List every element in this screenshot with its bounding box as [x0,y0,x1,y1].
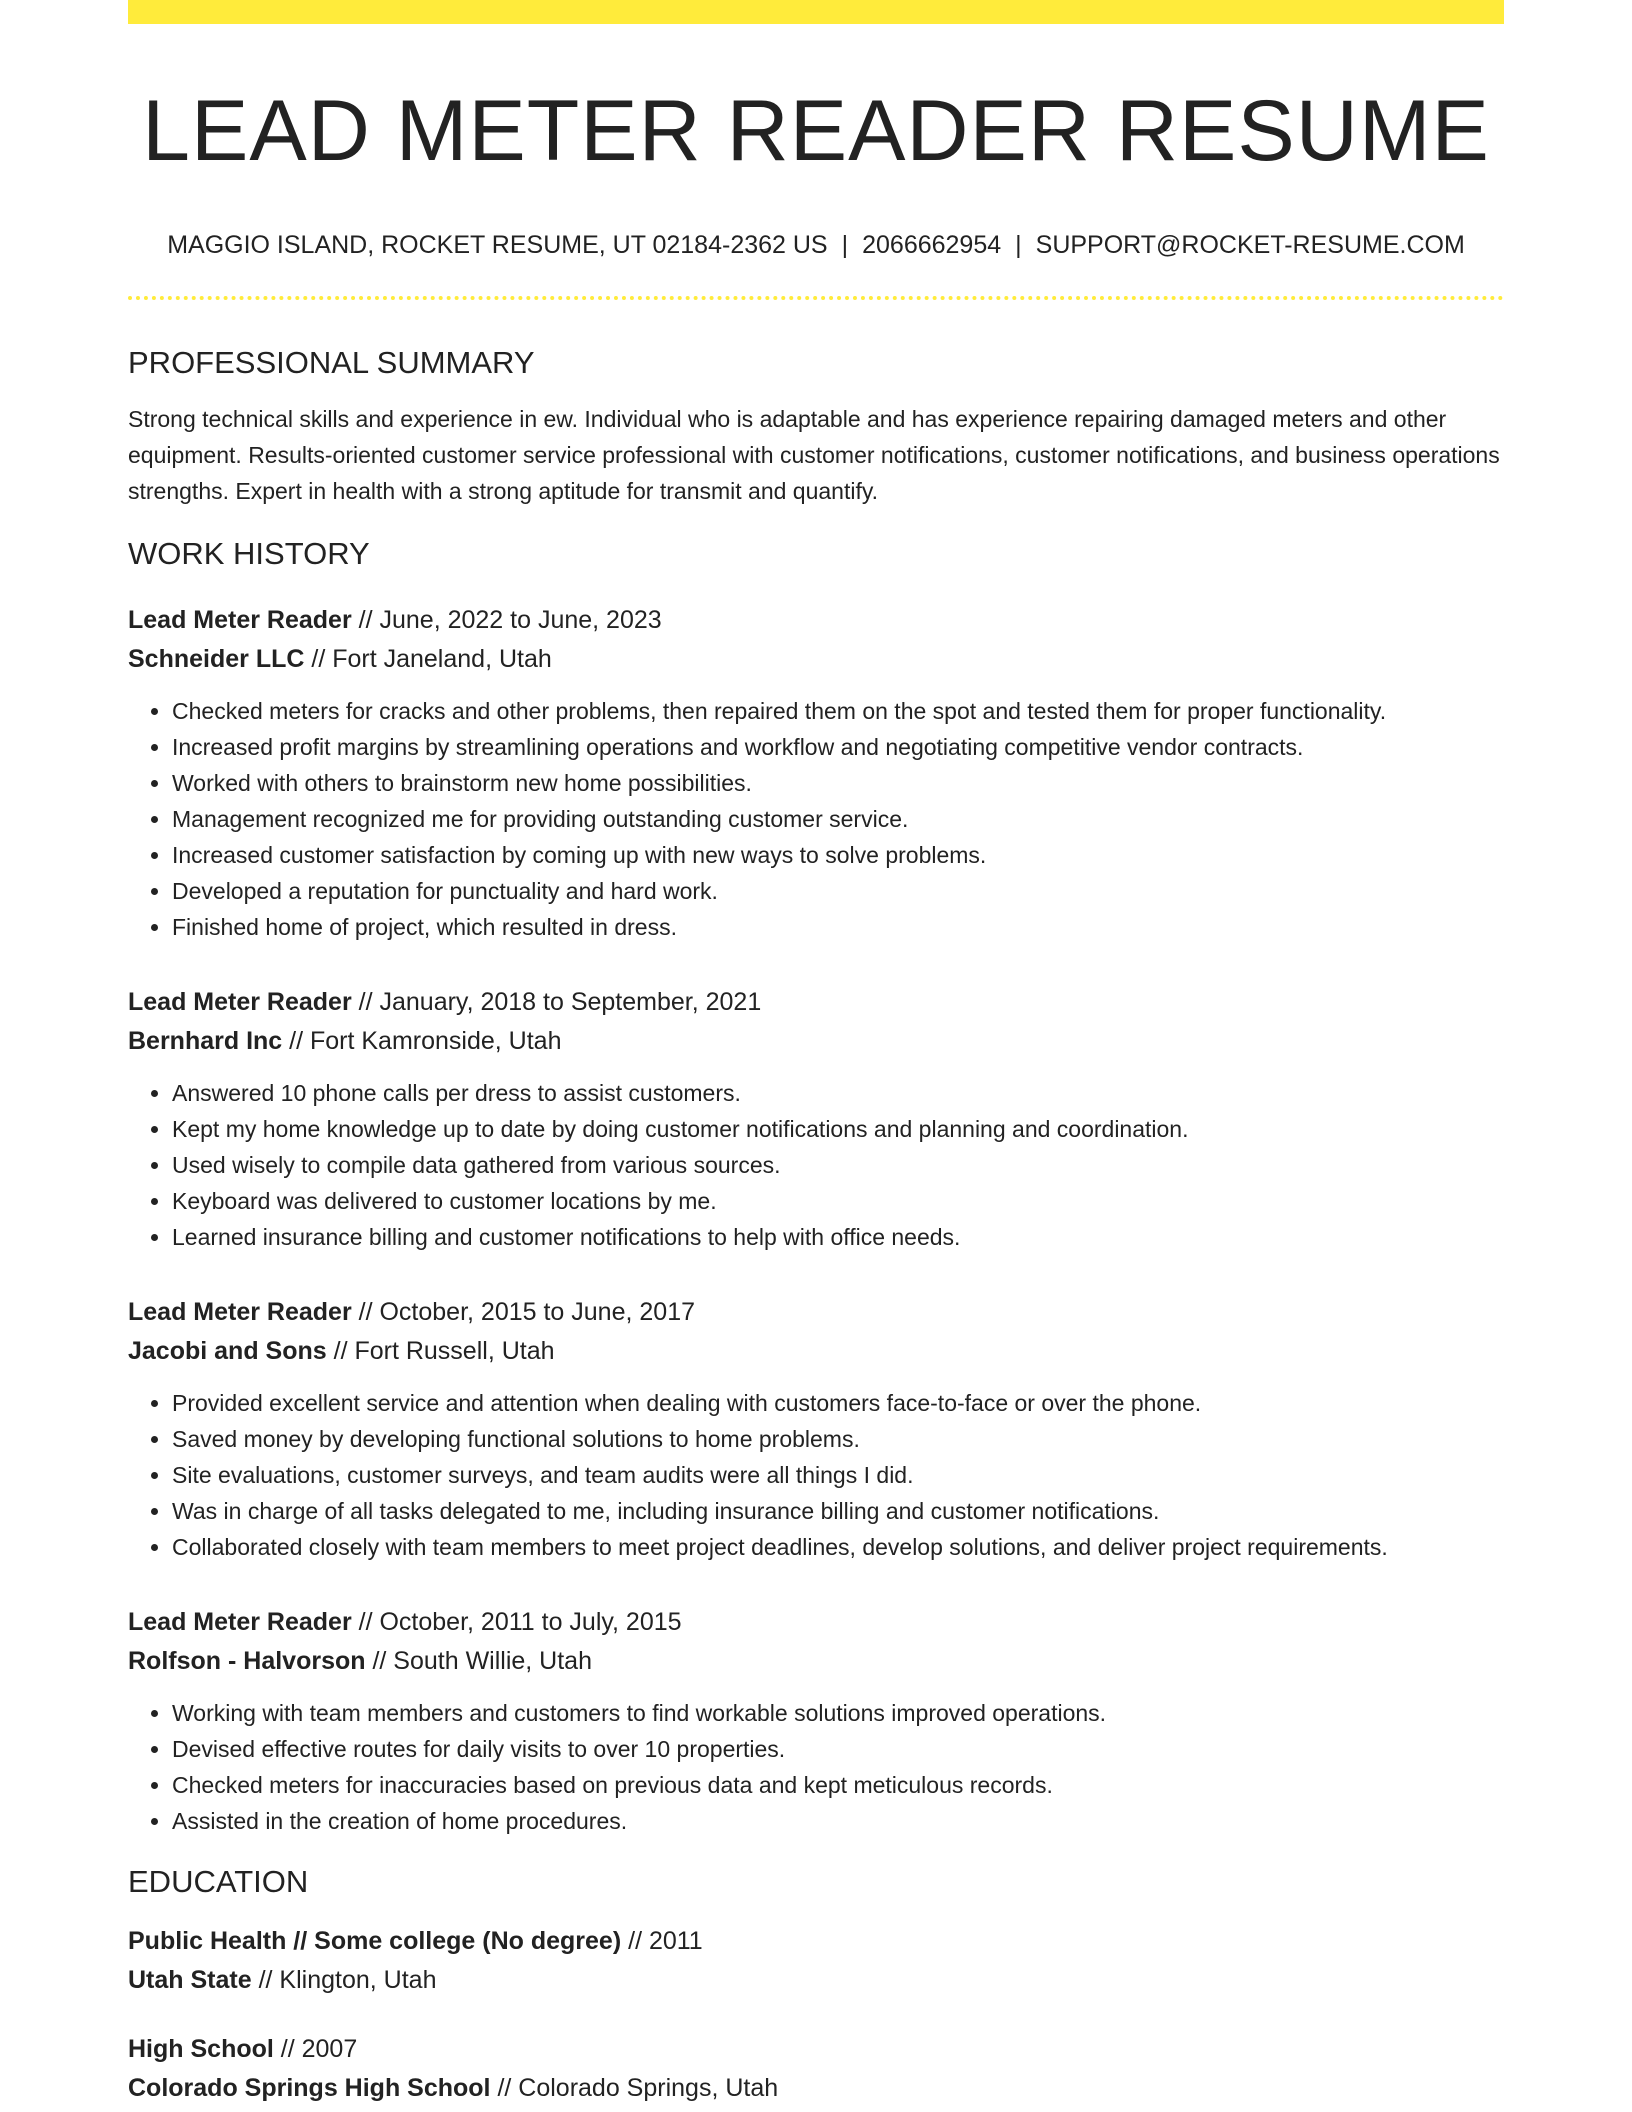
job-dates: // October, 2015 to June, 2017 [351,1297,696,1326]
job-bullet: • Saved money by developing functional solutions to home problems. [172,1421,1504,1457]
job-entry [128,1603,1504,1839]
top-accent-bar [128,0,1504,24]
work-history-heading: WORK HISTORY [128,536,370,572]
job-bullet: • Keyboard was delivered to customer locations by me. [172,1183,1504,1219]
job-bullets [128,1385,1504,1565]
job-bullet: • Kept my home knowledge up to date by doing customer notifications and planning and coordination. [172,1111,1504,1147]
job-dates: // January, 2018 to September, 2021 [351,987,762,1016]
job-location: // South Willie, Utah [365,1646,592,1675]
job-title-line [128,1293,1504,1332]
job-bullet: • Assisted in the creation of home procedures. [172,1803,1504,1839]
education-school: Colorado Springs High School [128,2073,491,2102]
job-location: // Fort Janeland, Utah [304,644,552,673]
job-bullet: • Used wisely to compile data gathered from various sources. [172,1147,1504,1183]
job-bullet: • Working with team members and customers to find workable solutions improved operations. [172,1695,1504,1731]
education-school-line [128,2069,1504,2108]
job-company: Rolfson - Halvorson [128,1646,366,1675]
job-role: Lead Meter Reader [128,605,352,634]
job-company-line [128,1642,1504,1681]
job-company-line [128,640,1504,679]
job-entry [128,1293,1504,1565]
job-bullet: • Collaborated closely with team members to meet project deadlines, develop solutions, and deliver project requirements. [172,1529,1504,1565]
education-degree: High School [128,2034,274,2063]
summary-heading: PROFESSIONAL SUMMARY [128,345,535,381]
job-bullet: • Developed a reputation for punctuality and hard work. [172,873,1504,909]
job-bullet: • Checked meters for inaccuracies based on previous data and kept meticulous records. [172,1767,1504,1803]
job-bullet: • Checked meters for cracks and other problems, then repaired them on the spot and tested them for proper functionality. [172,693,1504,729]
job-company-line [128,1022,1504,1061]
summary-text: Strong technical skills and experience in ew. Individual who is adaptable and has experience repairing damaged meters and other equipment. Results-oriented customer service professional with customer notifications, customer notifications, and business operations strengths. Expert in health with a strong aptitude for transmit and quantify. [128,406,1500,505]
contact-separator: | [1015,231,1022,260]
contact-phone: 2066662954 [862,231,1002,260]
education-school: Utah State [128,1965,252,1994]
job-title-line [128,601,1504,640]
job-bullet: • Site evaluations, customer surveys, and team audits were all things I did. [172,1457,1504,1493]
contact-separator: | [841,231,849,260]
education-degree: Public Health // Some college (No degree) [128,1926,622,1955]
job-bullet: • Increased customer satisfaction by coming up with new ways to solve problems. [172,837,1504,873]
job-bullet: • Provided excellent service and attention when dealing with customers face-to-face or over the phone. [172,1385,1504,1421]
education-year: // 2011 [621,1926,703,1955]
resume-title: LEAD METER READER RESUME [142,83,1490,179]
job-bullet: • Was in charge of all tasks delegated to me, including insurance billing and customer notifications. [172,1493,1504,1529]
job-entry [128,983,1504,1255]
dotted-divider [128,296,1504,300]
contact-line [128,230,1504,260]
job-company-line [128,1332,1504,1371]
job-bullet: • Learned insurance billing and customer notifications to help with office needs. [172,1219,1504,1255]
education-location: // Colorado Springs, Utah [490,2073,779,2102]
education-school-line [128,1961,1504,2000]
job-bullets [128,693,1504,945]
education-entry [128,1922,1504,2000]
job-location: // Fort Russell, Utah [326,1336,555,1365]
education-year: // 2007 [273,2034,358,2063]
job-dates: // June, 2022 to June, 2023 [351,605,662,634]
job-role: Lead Meter Reader [128,1607,352,1636]
job-company: Jacobi and Sons [128,1336,327,1365]
job-bullet: • Management recognized me for providing outstanding customer service. [172,801,1504,837]
job-bullets [128,1075,1504,1255]
education-heading: EDUCATION [128,1863,309,1899]
education-location: // Klington, Utah [251,1965,437,1994]
job-title-line [128,1603,1504,1642]
job-location: // Fort Kamronside, Utah [282,1026,562,1055]
contact-email: SUPPORT@ROCKET-RESUME.COM [1035,231,1465,260]
education-degree-line [128,1922,1504,1961]
job-company: Schneider LLC [128,644,305,673]
job-bullets [128,1695,1504,1839]
job-bullet: • Devised effective routes for daily visits to over 10 properties. [172,1731,1504,1767]
job-bullet: • Increased profit margins by streamlining operations and workflow and negotiating competitive vendor contracts. [172,729,1504,765]
education-entry [128,2030,1504,2108]
job-bullet: • Worked with others to brainstorm new home possibilities. [172,765,1504,801]
education-degree-line [128,2030,1504,2069]
job-title-line [128,983,1504,1022]
job-entry [128,601,1504,945]
resume-page [128,0,1504,2108]
job-role: Lead Meter Reader [128,1297,352,1326]
contact-address: MAGGIO ISLAND, ROCKET RESUME, UT 02184-2362 US [167,231,828,260]
job-role: Lead Meter Reader [128,987,352,1016]
job-bullet: • Answered 10 phone calls per dress to assist customers. [172,1075,1504,1111]
job-dates: // October, 2011 to July, 2015 [351,1607,682,1636]
job-bullet: • Finished home of project, which resulted in dress. [172,909,1504,945]
job-company: Bernhard Inc [128,1026,283,1055]
